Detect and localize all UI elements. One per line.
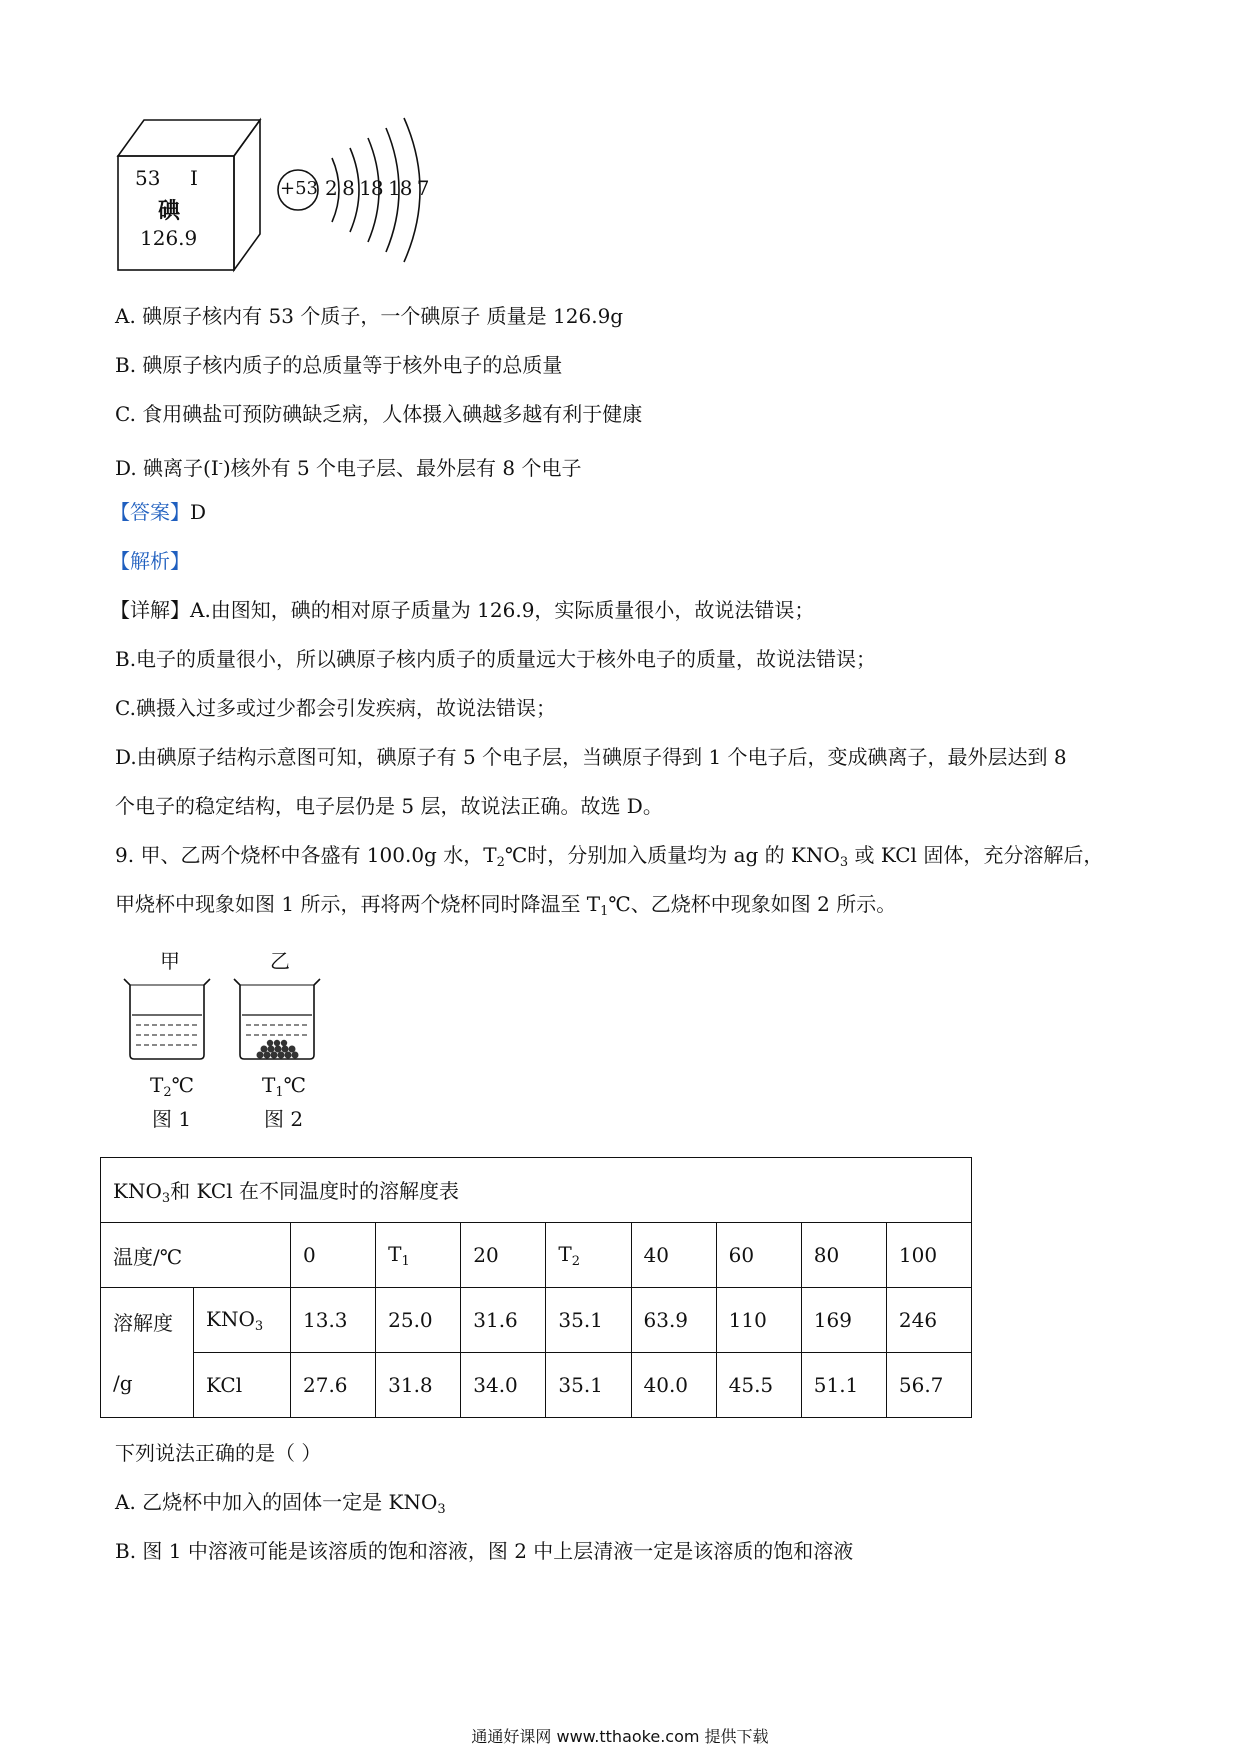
detail-label: 【详解】	[110, 598, 190, 622]
kno3-cell: 110	[716, 1288, 801, 1353]
kcl-cell: 40.0	[631, 1353, 716, 1418]
temp-cell: 0	[291, 1223, 376, 1288]
page-footer: 通通好课网 www.tthaoke.com 提供下载	[471, 1727, 769, 1746]
answer-value: D	[190, 500, 207, 524]
kcl-cell: 35.1	[546, 1353, 631, 1418]
electron-shells: 2 8 18 18 7	[325, 176, 429, 200]
figure-1-label: 图 1	[152, 1107, 192, 1131]
temp-cell: $T_1$	[376, 1223, 461, 1288]
beakers-figure	[120, 945, 340, 1135]
temp-header: 温度/℃	[101, 1223, 291, 1288]
q8-option-c: C. 食用碘盐可预防碘缺乏病，人体摄入碘越多越有利于健康	[115, 402, 643, 426]
detail-line-1: 【详解】A.由图知，碘的相对原子质量为 126.9，实际质量很小，故说法错误；	[110, 598, 815, 622]
temp-cell: 80	[801, 1223, 886, 1288]
kcl-cell: 31.8	[376, 1353, 461, 1418]
temp-cell: 20	[461, 1223, 546, 1288]
iodine-name: 碘	[158, 198, 181, 224]
answer-line	[110, 499, 206, 525]
kcl-cell: 34.0	[461, 1353, 546, 1418]
iodine-atomic-number: 53	[135, 166, 161, 190]
q9-option-a: A. 乙烧杯中加入的固体一定是 $KNO_3$	[115, 1490, 446, 1517]
beaker-left-name: 甲	[160, 949, 180, 973]
q9-option-b: B. 图 1 中溶液可能是该溶质的饱和溶液，图 2 中上层清液一定是该溶质的饱和溶液	[115, 1539, 854, 1563]
q9-stem-line-1: 9. 甲、乙两个烧杯中各盛有 100.0g 水，$T_2℃$时，分别加入质量均为 ag 的 $KNO_3$ 或 KCl 固体，充分溶解后，	[115, 843, 1104, 870]
detail-line-3: C.碘摄入过多或过少都会引发疾病，故说法错误；	[115, 696, 556, 720]
solubility-header: 溶解度 /g	[101, 1288, 194, 1418]
table-row	[101, 1288, 972, 1353]
beaker-right-temp: $T_1℃$	[262, 1073, 306, 1100]
q8-option-a: A. 碘原子核内有 53 个质子，一个碘原子 质量是 126.9g	[115, 304, 624, 328]
answer-label: 【答案】	[110, 500, 190, 524]
kno3-cell: 25.0	[376, 1288, 461, 1353]
nucleus-charge: +53	[280, 178, 318, 199]
temp-cell: 60	[716, 1223, 801, 1288]
kno3-label: $KNO_3$	[194, 1288, 291, 1353]
beaker-right-name: 乙	[270, 949, 290, 973]
detail-line-5: 个电子的稳定结构，电子层仍是 5 层，故说法正确。故选 D。	[115, 794, 663, 818]
q9-stem-line-2: 甲烧杯中现象如图 1 所示，再将两个烧杯同时降温至 $T_1℃$、乙烧杯中现象如图 2 所示。	[115, 892, 897, 919]
iodine-figure	[110, 110, 440, 290]
beakers-diagram	[120, 975, 340, 1065]
kno3-cell: 246	[886, 1288, 971, 1353]
kno3-cell: 31.6	[461, 1288, 546, 1353]
kno3-cell: 35.1	[546, 1288, 631, 1353]
detail-line-2: B.电子的质量很小，所以碘原子核内质子的质量远大于核外电子的质量，故说法错误；	[115, 647, 877, 671]
kcl-cell: 56.7	[886, 1353, 971, 1418]
beaker-left-temp: $T_2℃$	[150, 1073, 194, 1100]
detail-line-4: D.由碘原子结构示意图可知，碘原子有 5 个电子层，当碘原子得到 1 个电子后，变成碘离子，最外层达到 8	[115, 745, 1067, 769]
temp-cell: 40	[631, 1223, 716, 1288]
kcl-cell: 45.5	[716, 1353, 801, 1418]
solubility-table	[100, 1157, 972, 1418]
figure-2-label: 图 2	[264, 1107, 304, 1131]
kno3-cell: 63.9	[631, 1288, 716, 1353]
table-row	[101, 1223, 972, 1288]
temp-cell: 100	[886, 1223, 971, 1288]
table-title-row	[101, 1158, 972, 1223]
analysis-label: 【解析】	[110, 549, 190, 573]
kcl-cell: 27.6	[291, 1353, 376, 1418]
kno3-cell: 13.3	[291, 1288, 376, 1353]
iodine-mass: 126.9	[140, 226, 198, 250]
q8-option-b: B. 碘原子核内质子的总质量等于核外电子的总质量	[115, 353, 563, 377]
table-title: $KNO_3$和 KCl 在不同温度时的溶解度表	[101, 1158, 972, 1223]
iodine-symbol: I	[190, 166, 198, 190]
kno3-cell: 169	[801, 1288, 886, 1353]
temp-cell: $T_2$	[546, 1223, 631, 1288]
kcl-label: KCl	[194, 1353, 291, 1418]
table-row	[101, 1353, 972, 1418]
q9-prompt: 下列说法正确的是（ ）	[115, 1441, 322, 1465]
kcl-cell: 51.1	[801, 1353, 886, 1418]
q8-option-d: D. 碘离子(I-)核外有 5 个电子层、最外层有 8 个电子	[115, 456, 582, 480]
